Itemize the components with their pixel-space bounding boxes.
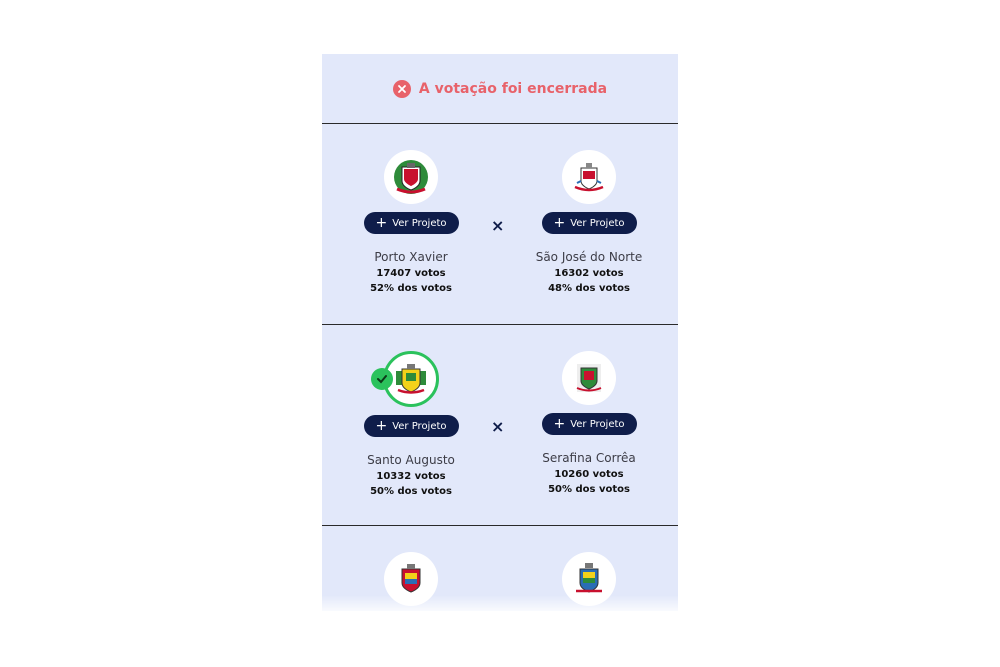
city-coat-of-arms-icon	[562, 150, 616, 204]
city-name: Porto Xavier	[374, 250, 448, 264]
view-project-button[interactable]	[542, 413, 637, 435]
team-right	[500, 526, 678, 606]
city-coat-of-arms-icon	[383, 351, 439, 407]
plus-icon: +	[375, 418, 388, 434]
voting-closed-text: A votação foi encerrada	[418, 80, 608, 97]
plus-icon: +	[553, 416, 566, 432]
city-name: Santo Augusto	[367, 453, 455, 467]
city-name: São José do Norte	[535, 250, 643, 264]
vote-count: 10260 votos	[554, 469, 624, 480]
view-project-button[interactable]	[364, 212, 459, 234]
team-left	[322, 124, 500, 294]
plus-icon: +	[375, 215, 388, 231]
match-card	[322, 124, 678, 325]
versus-icon: ×	[491, 216, 505, 235]
vote-count: 16302 votos	[554, 268, 624, 279]
vote-count: 17407 votos	[376, 268, 446, 279]
vote-percentage: 52% dos votos	[370, 283, 452, 294]
city-coat-of-arms-icon	[384, 150, 438, 204]
close-circle-icon	[393, 80, 411, 98]
city-coat-of-arms-icon	[562, 351, 616, 405]
view-project-label: Ver Projeto	[392, 217, 447, 229]
plus-icon: +	[553, 215, 566, 231]
city-name: Serafina Corrêa	[542, 451, 636, 465]
view-project-button[interactable]	[364, 415, 459, 437]
vote-count: 10332 votos	[376, 471, 446, 482]
view-project-label: Ver Projeto	[570, 217, 625, 229]
team-right	[500, 124, 678, 294]
view-project-label: Ver Projeto	[392, 420, 447, 432]
team-left	[322, 325, 500, 497]
team-right	[500, 325, 678, 495]
versus-icon: ×	[491, 417, 505, 436]
view-project-label: Ver Projeto	[570, 418, 625, 430]
scroll-fade	[322, 595, 678, 611]
match-card	[322, 325, 678, 526]
voting-panel	[322, 54, 678, 611]
vote-percentage: 50% dos votos	[370, 486, 452, 497]
vote-percentage: 50% dos votos	[548, 484, 630, 495]
view-project-button[interactable]	[542, 212, 637, 234]
team-left	[322, 526, 500, 606]
vote-percentage: 48% dos votos	[548, 283, 630, 294]
winner-check-icon	[371, 368, 393, 390]
voting-status-header	[322, 54, 678, 124]
